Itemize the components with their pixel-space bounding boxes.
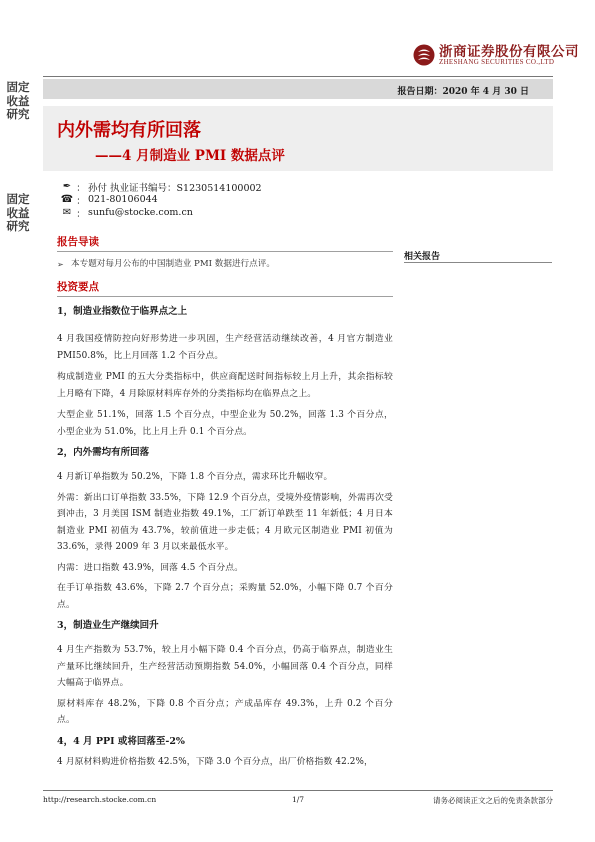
email-row: ✉ ： sunfu@stocke.com.cn <box>60 206 460 219</box>
phone-icon: ☎ <box>60 194 74 205</box>
author-phone: 021-80106044 <box>88 194 158 205</box>
report-title: 内外需均有所回落 <box>57 120 201 141</box>
sidebar-category-label-bottom: 固定收益研究 <box>6 192 30 233</box>
section-1-heading: 1，制造业指数位于临界点之上 <box>57 306 188 317</box>
guide-title: 报告导读 <box>57 236 99 248</box>
section-1-para-2: 构成制造业 PMI 的五大分类指标中，供应商配送时间指标较上月上升，其余指标较上月略有下降，4 月除原材料库存外的分类指标均在临界点之上。 <box>57 372 393 399</box>
footer-disclaimer: 请务必阅读正文之后的免责条款部分 <box>433 796 553 805</box>
related-reports-title: 相关报告 <box>404 252 441 262</box>
section-3-para-2: 原材料库存 48.2%，下降 0.8 个百分点；产成品库存 49.3%，上升 0.2 个百分点。 <box>57 698 393 725</box>
title-band <box>43 106 553 171</box>
guide-item <box>57 258 393 271</box>
guide-title-divider <box>57 251 393 252</box>
header-divider <box>43 76 553 77</box>
section-3-para-1: 4 月生产指数为 53.7%，较上月小幅下降 0.4 个百分点，仍高于临界点，制造业生产量环比继续回升，生产经营活动预期指数 54.0%，小幅回落 0.4 个百分点，同样大幅高于临界点。 <box>57 645 393 688</box>
author-email[interactable]: sunfu@stocke.com.cn <box>88 207 193 218</box>
company-name-cn: 浙商证券股份有限公司 <box>439 44 579 60</box>
page-number: 1/7 <box>292 795 305 804</box>
section-2-para-3: 内需：进口指数 43.9%，回落 4.5 个百分点。 <box>57 562 244 573</box>
section-2-heading: 2，内外需均有所回落 <box>57 447 150 458</box>
footer-divider <box>43 790 553 791</box>
author-block <box>60 180 460 219</box>
guide-text: 本专题对每月公布的中国制造业 PMI 数据进行点评。 <box>71 259 275 269</box>
section-1-para-3: 大型企业 51.1%，回落 1.5 个百分点，中型企业为 50.2%，回落 1.3 个百分点，小型企业为 51.0%，比上月上升 0.1 个百分点。 <box>57 410 393 437</box>
key-points-divider <box>57 296 393 297</box>
author-row: ✒ ： 孙付 执业证书编号：S1230514100002 <box>60 180 460 193</box>
section-4-heading: 4，4 月 PPI 或将回落至-2% <box>57 735 185 747</box>
key-points-title: 投资要点 <box>57 281 99 293</box>
phone-row: ☎ ： 021-80106044 <box>60 194 158 207</box>
report-date: 报告日期：2020 年 4 月 30 日 <box>397 87 529 97</box>
section-4-para-1: 4 月原材料购进价格指数 42.5%，下降 3.0 个百分点，出厂价格指数 42.2%， <box>57 756 373 767</box>
arrow-bullet-icon: ➢ <box>57 260 64 269</box>
report-subtitle: ——4 月制造业 PMI 数据点评 <box>95 148 285 164</box>
footer-url[interactable]: http://research.stocke.com.cn <box>43 795 157 804</box>
section-2-para-2: 外需：新出口订单指数 33.5%，下降 12.9 个百分点，受境外疫情影响，外需再次受到冲击，3 月美国 ISM 制造业指数 49.1%，工厂新订单跌至 11 年新低；4 月日本制造业 PMI 初值为 43.7%，较前值进一步走低；4 月欧元区制造业 PMI 初值为 33.6%，录得 2009 年 3 月以来最低水平。 <box>57 492 393 552</box>
section-2-para-4: 在手订单指数 43.6%，下降 2.7 个百分点；采购量 52.0%，小幅下降 0.7 个百分点。 <box>57 583 393 610</box>
sidebar-category-label-top: 固定收益研究 <box>6 80 30 121</box>
mail-icon: ✉ <box>62 207 72 218</box>
author-name-license: 孙付 执业证书编号：S1230514100002 <box>88 182 262 194</box>
main-content <box>57 236 393 770</box>
company-name-en: ZHESHANG SECURITIES CO.,LTD <box>439 58 555 66</box>
report-date-bar <box>43 79 553 99</box>
pen-icon: ✒ <box>62 181 72 192</box>
section-3-heading: 3，制造业生产继续回升 <box>57 620 159 631</box>
section-1-para-1: 4 月我国疫情防控向好形势进一步巩固，生产经营活动继续改善，4 月官方制造业 PMI50.8%，比上月回落 1.2 个百分点。 <box>57 334 393 361</box>
company-logo-icon <box>413 44 435 66</box>
section-2-para-1: 4 月新订单指数为 50.2%，下降 1.8 个百分点，需求环比升幅收窄。 <box>57 472 333 482</box>
related-reports-divider <box>404 262 552 263</box>
